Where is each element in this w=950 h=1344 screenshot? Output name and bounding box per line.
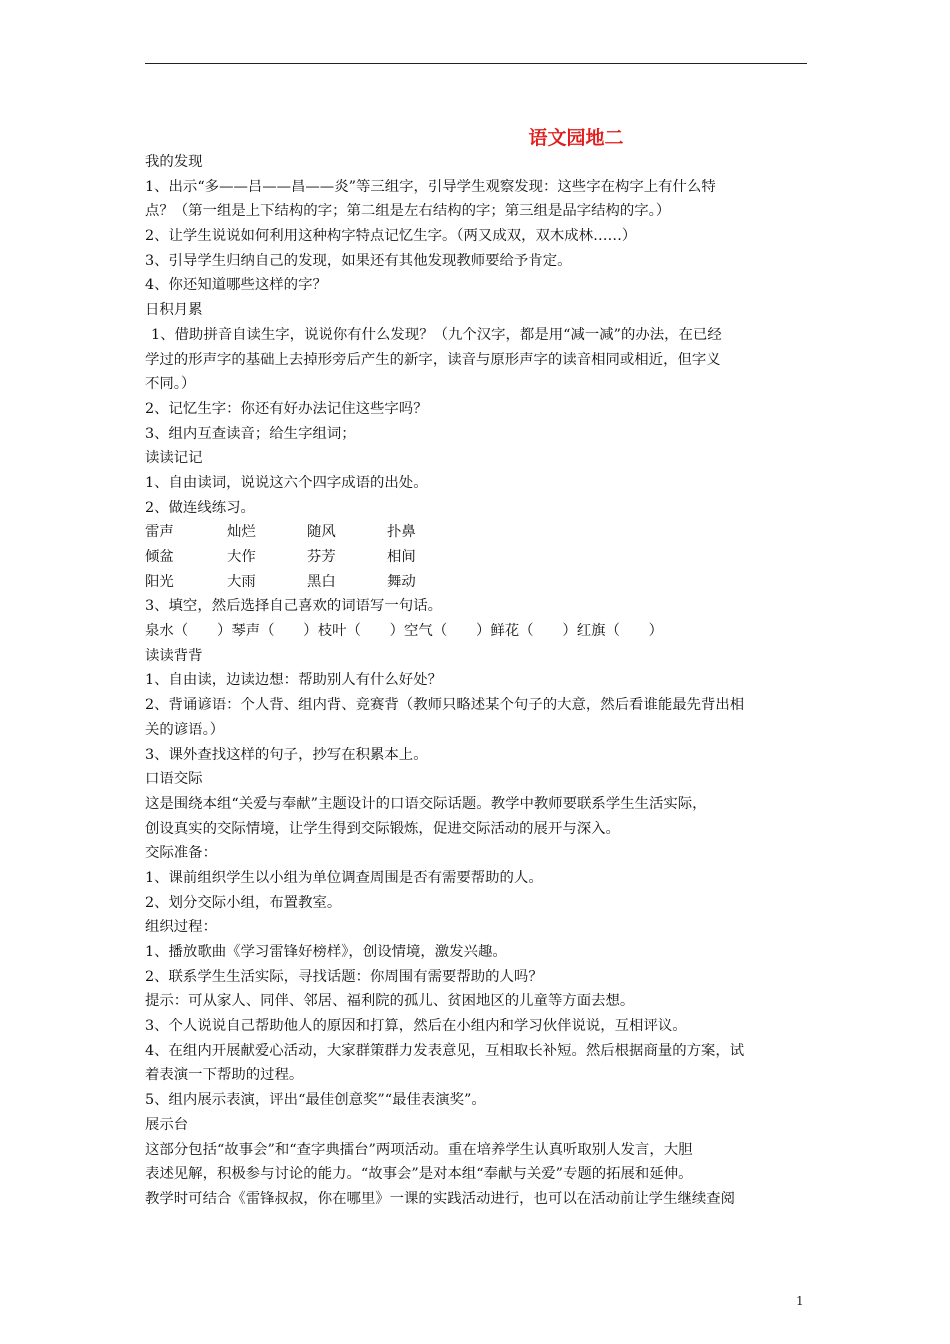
text-line: 教学时可结合《雷锋叔叔，你在哪里》一课的实践活动进行，也可以在活动前让学生继续查阅 xyxy=(145,1190,736,1207)
text-line: 点？（第一组是上下结构的字；第二组是左右结构的字；第三组是品字结构的字。） xyxy=(145,203,671,220)
matching-row xyxy=(145,570,807,595)
text-line: 1、借助拼音自读生字，说说你有什么发现？（九个汉字，都是用“减一减”的办法，在已经 xyxy=(151,326,722,343)
page-number: 1 xyxy=(796,1294,804,1308)
text-line: 4、在组内开展献爱心活动，大家群策群力发表意见，互相取长补短。然后根据商量的方案，试 xyxy=(145,1042,745,1059)
text-line: 3、填空，然后选择自己喜欢的词语写一句话。 xyxy=(145,598,442,615)
text-line: 我的发现 xyxy=(145,154,203,170)
document-title: 语文园地二 xyxy=(528,127,624,149)
text-line: 这部分包括“故事会”和“查字典擂台”两项活动。重在培养学生认真听取别人发言，大胆 xyxy=(145,1141,693,1158)
matching-row xyxy=(145,545,807,570)
text-line: 口语交际 xyxy=(145,771,203,788)
text-line: 展示台 xyxy=(145,1116,189,1133)
word: 大作 xyxy=(227,549,256,565)
text-line: 这是围绕本组“关爱与奉献”主题设计的口语交际话题。教学中教师要联系学生生活实际， xyxy=(145,795,707,812)
word: 相间 xyxy=(387,549,416,565)
text-line: 2、记忆生字：你还有好办法记住这些字吗？ xyxy=(145,400,428,417)
text-line: 1、自由读词，说说这六个四字成语的出处。 xyxy=(145,474,428,491)
word: 随风 xyxy=(307,524,336,541)
word: 倾盆 xyxy=(145,549,174,565)
word: 芬芳 xyxy=(307,549,336,565)
text-line: 1、播放歌曲《学习雷锋好榜样》，创设情境，激发兴趣。 xyxy=(145,944,507,960)
text-line: 4、你还知道哪些这样的字？ xyxy=(145,277,327,294)
text-line: 1、出示“多——吕——昌——炎”等三组字，引导学生观察发现：这些字在构字上有什么特 xyxy=(145,178,716,195)
word: 黑白 xyxy=(307,573,336,590)
text-line: 着表演一下帮助的过程。 xyxy=(145,1067,304,1084)
text-line: 5、组内展示表演，评出“最佳创意奖”“最佳表演奖”。 xyxy=(145,1092,486,1109)
text-line: 3、个人说说自己帮助他人的原因和打算，然后在小组内和学习伙伴说说，互相评议。 xyxy=(145,1018,687,1035)
text-line: 创设真实的交际情境，让学生得到交际锻炼，促进交际活动的展开与深入。 xyxy=(145,820,620,837)
text-line: 2、划分交际小组，布置教室。 xyxy=(145,894,342,911)
text-line: 读读记记 xyxy=(145,450,203,467)
fill-blank-line: 泉水（ ）琴声（ ）枝叶（ ）空气（ ）鲜花（ ）红旗（ ） xyxy=(145,623,664,640)
text-line: 2、做连线练习。 xyxy=(145,499,255,516)
text-line: 日积月累 xyxy=(145,302,203,319)
text-line: 1、课前组织学生以小组为单位调查周围是否有需要帮助的人。 xyxy=(145,869,543,886)
word: 灿烂 xyxy=(227,524,256,541)
text-line: 提示：可从家人、同伴、邻居、福利院的孤儿、贫困地区的儿童等方面去想。 xyxy=(145,993,635,1010)
text-line: 3、组内互查读音；给生字组词； xyxy=(145,425,356,442)
text-line: 2、让学生说说如何利用这种构字特点记忆生字。（两又成双，双木成林……） xyxy=(145,228,637,245)
text-line: 3、引导学生归纳自己的发现，如果还有其他发现教师要给予肯定。 xyxy=(145,252,572,269)
text-line: 表述见解，积极参与讨论的能力。“故事会”是对本组“奉献与关爱”专题的拓展和延伸。 xyxy=(145,1166,693,1183)
text-line: 交际准备： xyxy=(145,845,217,862)
text-line: 关的谚语。） xyxy=(145,721,225,738)
text-line: 学过的形声字的基础上去掉形旁后产生的新字，读音与原形声字的读音相同或相近，但字义 xyxy=(145,351,721,368)
matching-row xyxy=(145,520,807,545)
word: 舞动 xyxy=(387,573,416,590)
text-line: 2、联系学生生活实际，寻找话题：你周围有需要帮助的人吗？ xyxy=(145,968,543,985)
text-line: 1、自由读，边读边想：帮助别人有什么好处？ xyxy=(145,672,442,689)
text-line: 组织过程： xyxy=(145,919,217,936)
text-line: 读读背背 xyxy=(145,647,203,664)
word: 大雨 xyxy=(227,573,256,590)
document-body xyxy=(145,150,807,1212)
word: 阳光 xyxy=(145,573,174,590)
text-line: 2、背诵谚语：个人背、组内背、竞赛背（教师只略述某个句子的大意，然后看谁能最先背出相 xyxy=(145,697,745,714)
word: 雷声 xyxy=(145,524,174,541)
header-rule xyxy=(145,63,807,64)
text-line: 3、课外查找这样的句子，抄写在积累本上。 xyxy=(145,746,428,763)
text-line: 不同。） xyxy=(145,376,196,393)
word: 扑鼻 xyxy=(387,524,416,541)
